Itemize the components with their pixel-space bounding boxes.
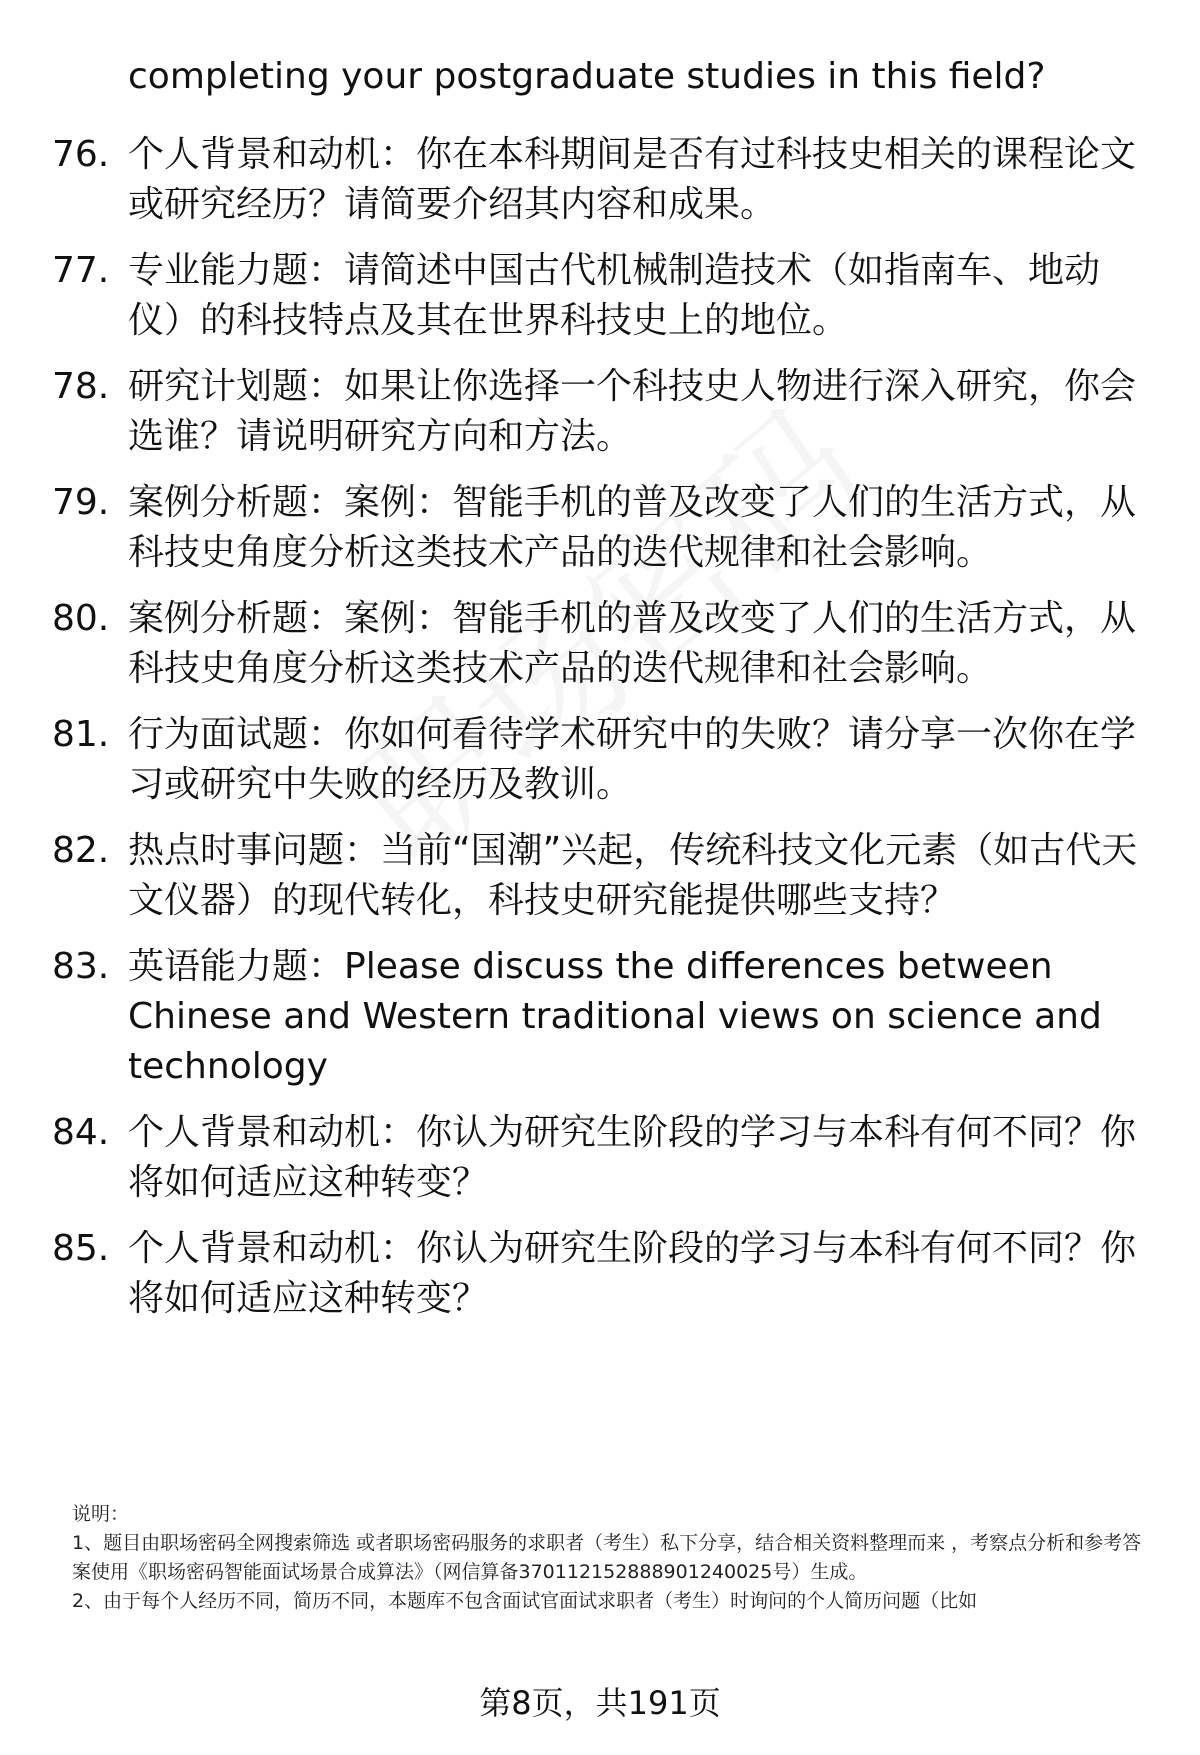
- question-item: [52, 1108, 1142, 1208]
- question-text: 案例分析题：案例：智能手机的普及改变了人们的生活方式，从科技史角度分析这类技术产品的迭代规律和社会影响。: [128, 598, 1137, 689]
- continued-question-text: completing your postgraduate studies in this field?: [128, 56, 1046, 97]
- question-number: 83.: [52, 946, 110, 987]
- question-number: 77.: [52, 250, 110, 291]
- question-number: 81.: [52, 714, 110, 755]
- notes-heading: 说明：: [72, 1503, 130, 1525]
- question-text: 英语能力题：Please discuss the differences between Chinese and Western traditional views on science and technology: [128, 946, 1102, 1087]
- question-item: [52, 594, 1142, 694]
- question-item: [52, 826, 1142, 926]
- question-text: 专业能力题：请简述中国古代机械制造技术（如指南车、地动仪）的科技特点及其在世界科技史上的地位。: [128, 250, 1101, 341]
- question-text: 行为面试题：你如何看待学术研究中的失败？请分享一次你在学习或研究中失败的经历及教训。: [128, 714, 1137, 805]
- question-text: 个人背景和动机：你在本科期间是否有过科技史相关的课程论文或研究经历？请简要介绍其内容和成果。: [128, 134, 1137, 225]
- question-number: 79.: [52, 482, 110, 523]
- question-item: [52, 710, 1142, 810]
- question-item: [52, 246, 1142, 346]
- question-text: 个人背景和动机：你认为研究生阶段的学习与本科有何不同？你将如何适应这种转变？: [128, 1228, 1137, 1319]
- question-text: 研究计划题：如果让你选择一个科技史人物进行深入研究，你会选谁？请说明研究方向和方法。: [128, 366, 1137, 457]
- question-number: 80.: [52, 598, 110, 639]
- question-number: 85.: [52, 1228, 110, 1269]
- notes-section: [72, 1500, 1152, 1616]
- question-number: 78.: [52, 366, 110, 407]
- question-item: [52, 942, 1142, 1092]
- question-number: 82.: [52, 830, 110, 871]
- page-number: 第8页，共191页: [479, 1684, 721, 1722]
- question-text: 案例分析题：案例：智能手机的普及改变了人们的生活方式，从科技史角度分析这类技术产品的迭代规律和社会影响。: [128, 482, 1137, 573]
- question-item: [52, 362, 1142, 462]
- question-text: 热点时事问题：当前“国潮”兴起，传统科技文化元素（如古代天文仪器）的现代转化，科技史研究能提供哪些支持？: [128, 830, 1138, 921]
- question-number: 84.: [52, 1112, 110, 1153]
- notes-item: 1、题目由职场密码全网搜索筛选 或者职场密码服务的求职者（考生）私下分享，结合相关资料整理而来 ，考察点分析和参考答案使用《职场密码智能面试场景合成算法》（网信算备370112152888901240025号）生成。: [72, 1532, 1142, 1583]
- notes-item: 2、由于每个人经历不同，简历不同，本题库不包含面试官面试求职者（考生）时询问的个人简历问题（比如: [72, 1590, 978, 1612]
- question-text: 个人背景和动机：你认为研究生阶段的学习与本科有何不同？你将如何适应这种转变？: [128, 1112, 1137, 1203]
- question-number: 76.: [52, 134, 110, 175]
- question-item: [52, 1224, 1142, 1324]
- question-item: [52, 130, 1142, 230]
- question-item: [52, 478, 1142, 578]
